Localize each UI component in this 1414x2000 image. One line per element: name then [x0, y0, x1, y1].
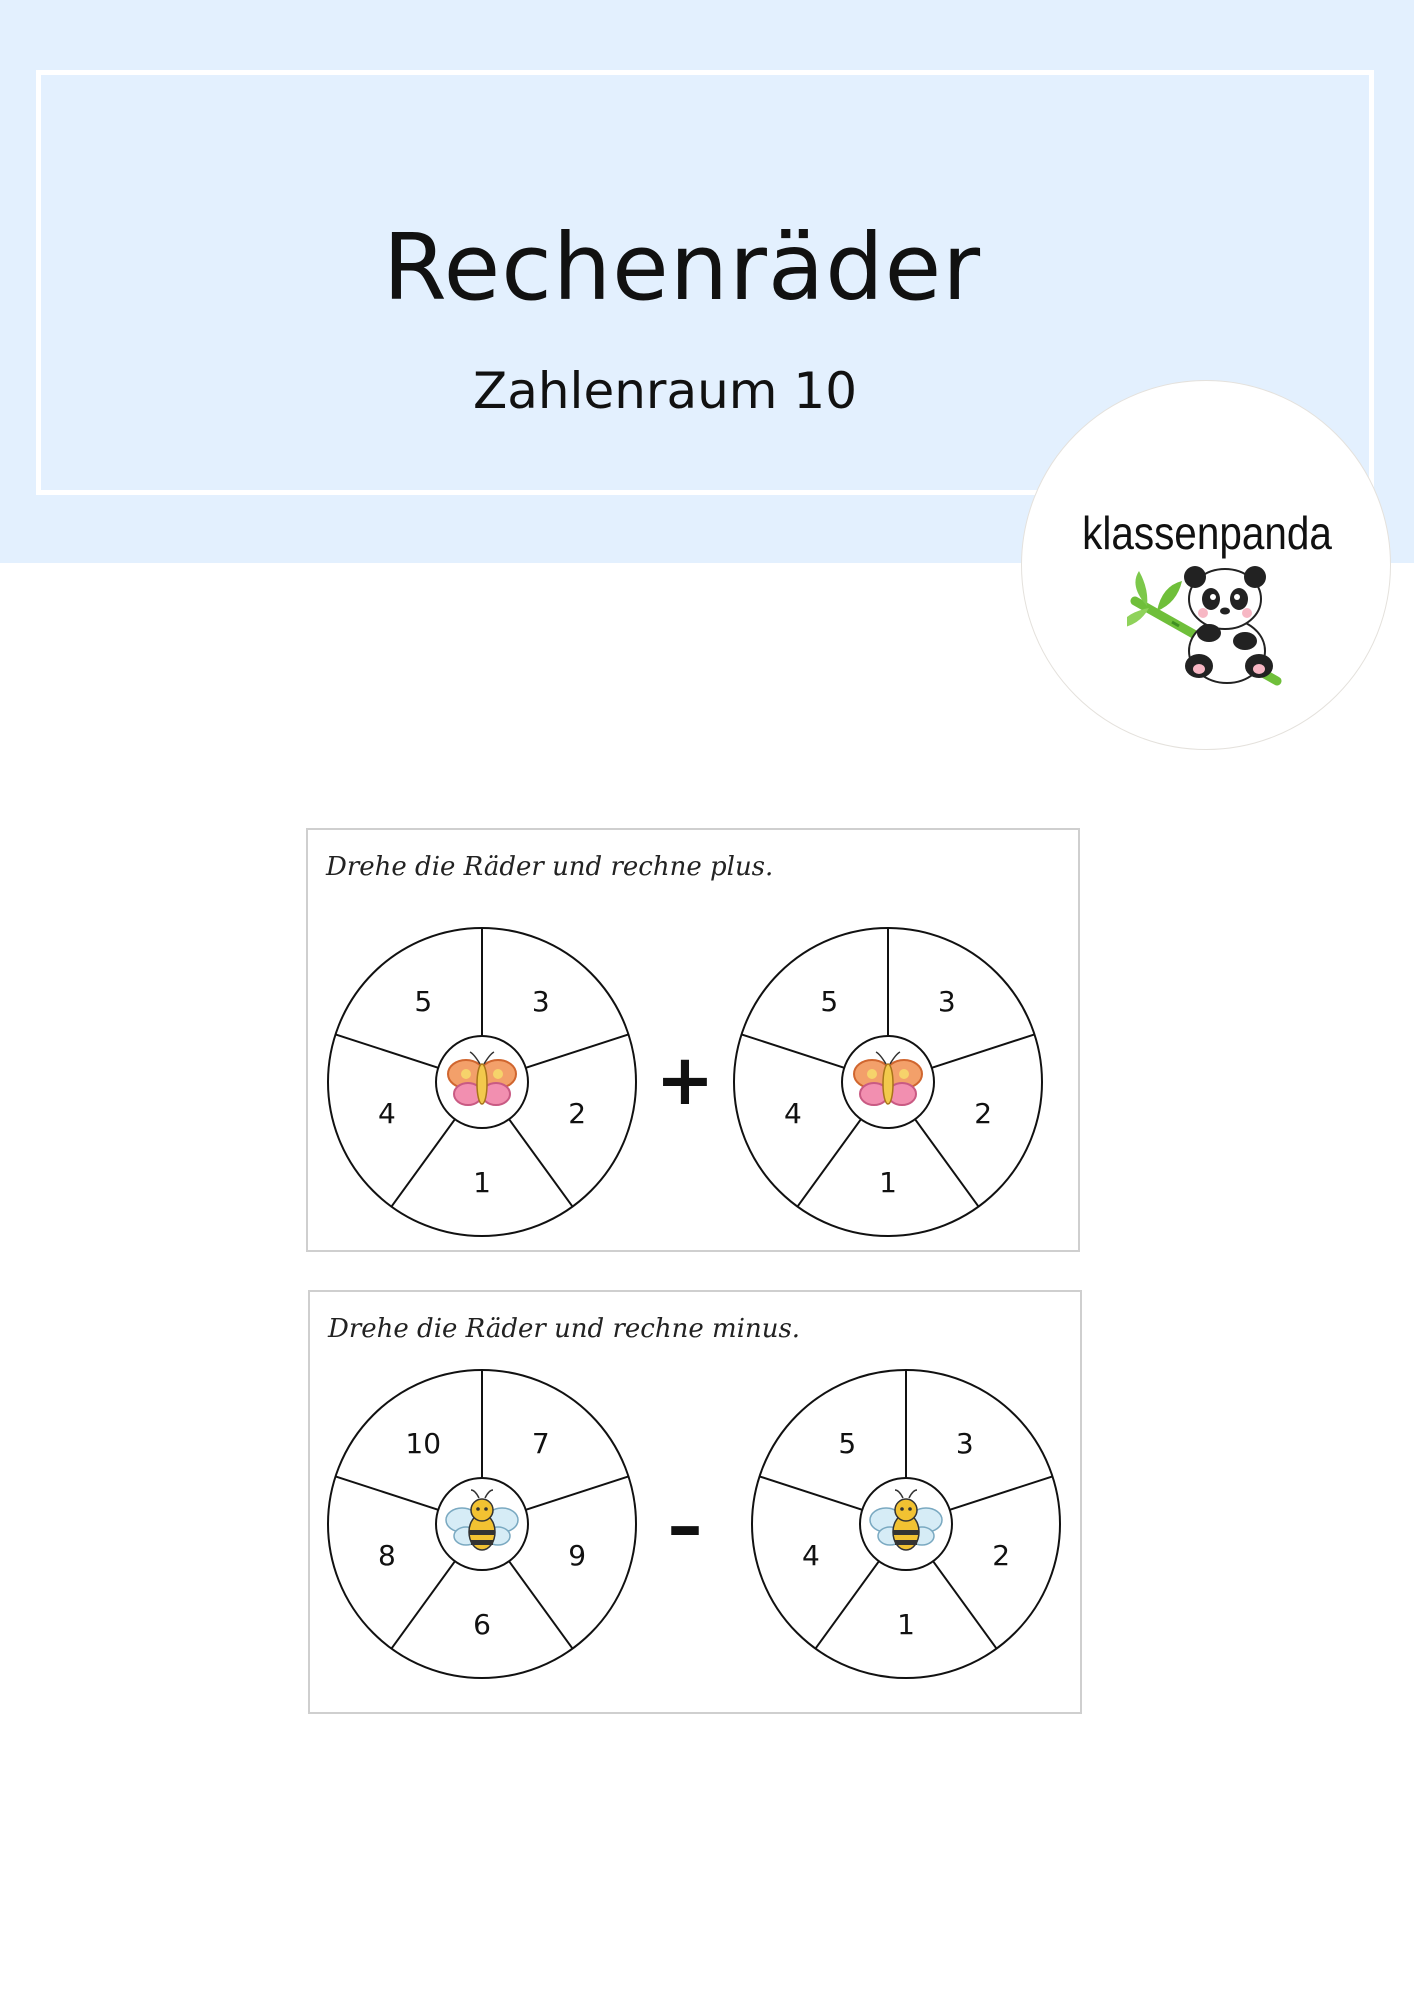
wheel-number: 4 — [377, 1096, 396, 1130]
wheel-number: 1 — [897, 1608, 915, 1641]
page-subtitle: Zahlenraum 10 — [472, 362, 858, 420]
wheel-number: 9 — [568, 1538, 587, 1572]
wheel-number: 6 — [473, 1608, 491, 1641]
wheel-number: 5 — [838, 1427, 857, 1461]
wheel-number: 10 — [405, 1427, 442, 1461]
wheel-number: 8 — [377, 1538, 396, 1572]
page-title: Rechenräder — [382, 214, 982, 321]
wheel-number: 3 — [531, 985, 550, 1019]
wheel-number: 3 — [937, 985, 956, 1019]
calc-card-plus — [306, 828, 1080, 1252]
brand-name: klassenpanda — [1082, 507, 1332, 559]
instruction-text: Drehe die Räder und rechne minus. — [328, 1314, 801, 1344]
wheel-number: 2 — [568, 1096, 587, 1130]
wheel-number: 1 — [473, 1166, 491, 1199]
number-wheel[interactable] — [328, 928, 636, 1236]
wheel-number: 4 — [783, 1096, 802, 1130]
wheel-number: 7 — [531, 1427, 550, 1461]
wheel-number: 2 — [974, 1096, 993, 1130]
instruction-text: Drehe die Räder und rechne plus. — [326, 852, 774, 882]
operator-sign: – — [667, 1485, 703, 1567]
wheel-number: 5 — [820, 985, 839, 1019]
number-wheel[interactable] — [752, 1370, 1060, 1678]
wheel-number: 1 — [879, 1166, 897, 1199]
wheel-number: 5 — [414, 985, 433, 1019]
brand-logo — [1021, 380, 1391, 750]
operator-sign: + — [655, 1039, 715, 1121]
wheel-number: 3 — [955, 1427, 974, 1461]
panda-with-bamboo-icon — [1127, 561, 1297, 691]
number-wheel[interactable] — [328, 1370, 636, 1678]
wheels-plus — [308, 830, 1082, 1254]
wheel-number: 4 — [801, 1538, 820, 1572]
number-wheel[interactable] — [734, 928, 1042, 1236]
wheel-number: 2 — [992, 1538, 1011, 1572]
calc-card-minus — [308, 1290, 1082, 1714]
wheels-minus — [310, 1292, 1084, 1716]
